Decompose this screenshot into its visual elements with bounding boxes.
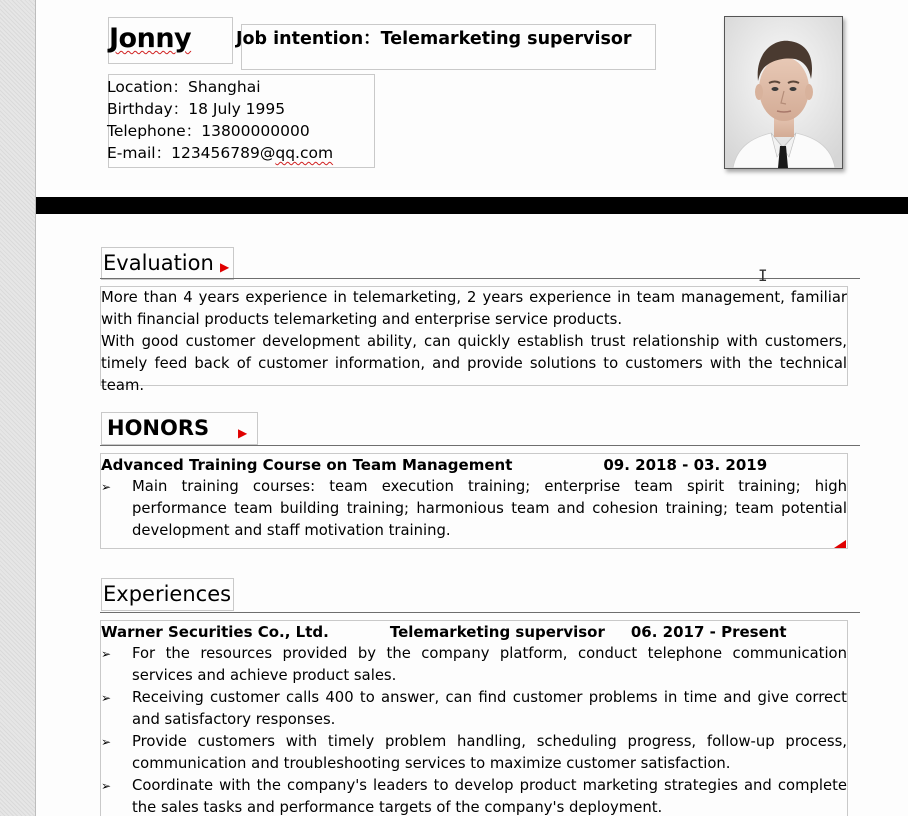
bullet-arrow-icon: ➢ xyxy=(101,735,112,749)
honors-rule xyxy=(100,445,860,446)
corner-marker-icon xyxy=(834,540,846,548)
experiences-title: Experiences xyxy=(103,582,232,606)
experience-company: Warner Securities Co., Ltd. xyxy=(101,623,329,641)
evaluation-marker-icon: ▶ xyxy=(220,260,230,274)
experience-bullet-text: For the resources provided by the company platform, conduct telephone communication services and achieve product sales. xyxy=(132,645,847,684)
evaluation-title-box[interactable] xyxy=(101,247,234,280)
birthday-text: Birthday：18 July 1995 xyxy=(107,100,286,118)
bullet-arrow-icon: ➢ xyxy=(101,480,112,494)
experiences-textbox[interactable] xyxy=(100,620,848,816)
experiences-rule xyxy=(100,612,860,613)
bullet-arrow-icon: ➢ xyxy=(101,691,112,705)
bullet-arrow-icon: ➢ xyxy=(101,779,112,793)
honors-title: HONORS xyxy=(107,416,210,440)
left-margin-gutter xyxy=(0,0,36,816)
job-intention-text: Job intention：Telemarketing supervisor xyxy=(236,29,632,49)
evaluation-rule xyxy=(100,278,860,279)
experience-bullet xyxy=(101,775,847,816)
honors-title-box[interactable] xyxy=(101,412,258,445)
experiences-title-box[interactable] xyxy=(101,578,234,611)
experience-bullet-text: Coordinate with the company's leaders to develop product marketing strategies and complete the sales tasks and performance targets of the company's deployment. xyxy=(132,777,847,816)
honors-bullet-text: Main training courses: team execution training; enterprise team spirit training; high performance team building training; harmonious team and cohesion training; team potential development and staff motivation training. xyxy=(132,478,847,539)
email-value: E-mail：123456789@qq.com xyxy=(107,144,334,162)
honors-period: 09. 2018 - 03. 2019 xyxy=(603,456,768,474)
experience-bullet-text: Receiving customer calls 400 to answer, can find customer problems in time and give correct and satisfactory responses. xyxy=(132,689,847,728)
evaluation-title: Evaluation xyxy=(103,251,214,275)
experience-bullet xyxy=(101,643,847,687)
honors-bullet xyxy=(101,476,847,542)
name-textbox[interactable] xyxy=(108,17,233,64)
experience-role: Telemarketing supervisor xyxy=(389,623,605,641)
header-divider-bar xyxy=(36,197,908,214)
job-intention-textbox[interactable] xyxy=(236,24,656,70)
experience-period: 06. 2017 - Present xyxy=(630,623,787,641)
evaluation-paragraph-2: With good customer development ability, can quickly establish trust relationship with customers, timely feed back of customer information, and provide solutions to customers with the technical team. xyxy=(101,333,847,394)
bullet-arrow-icon: ➢ xyxy=(101,647,112,661)
evaluation-textbox[interactable] xyxy=(100,286,848,394)
honors-heading-row xyxy=(101,454,847,476)
location-text: Location：Shanghai xyxy=(107,78,261,96)
experience-bullet xyxy=(101,687,847,731)
honors-marker-icon: ▶ xyxy=(238,426,248,440)
name-text: Jonny xyxy=(109,23,192,54)
telephone-text: Telephone：13800000000 xyxy=(107,122,310,140)
email-text xyxy=(107,142,374,164)
profile-photo[interactable] xyxy=(724,16,843,169)
contact-textbox[interactable] xyxy=(108,74,375,168)
portrait-image xyxy=(725,17,842,168)
honors-course: Advanced Training Course on Team Management xyxy=(101,456,513,474)
experience-bullet xyxy=(101,731,847,775)
evaluation-paragraph-1: More than 4 years experience in telemarketing, 2 years experience in team management, familiar with financial products telemarketing and enterprise service products. xyxy=(101,289,847,328)
text-cursor-icon: I xyxy=(758,266,768,285)
document-page[interactable] xyxy=(36,0,908,816)
experience-heading-row xyxy=(101,621,847,643)
honors-textbox[interactable] xyxy=(100,453,848,549)
experience-bullet-text: Provide customers with timely problem handling, scheduling progress, follow-up process, communication and troubleshooting services to maximize customer satisfaction. xyxy=(132,733,847,772)
